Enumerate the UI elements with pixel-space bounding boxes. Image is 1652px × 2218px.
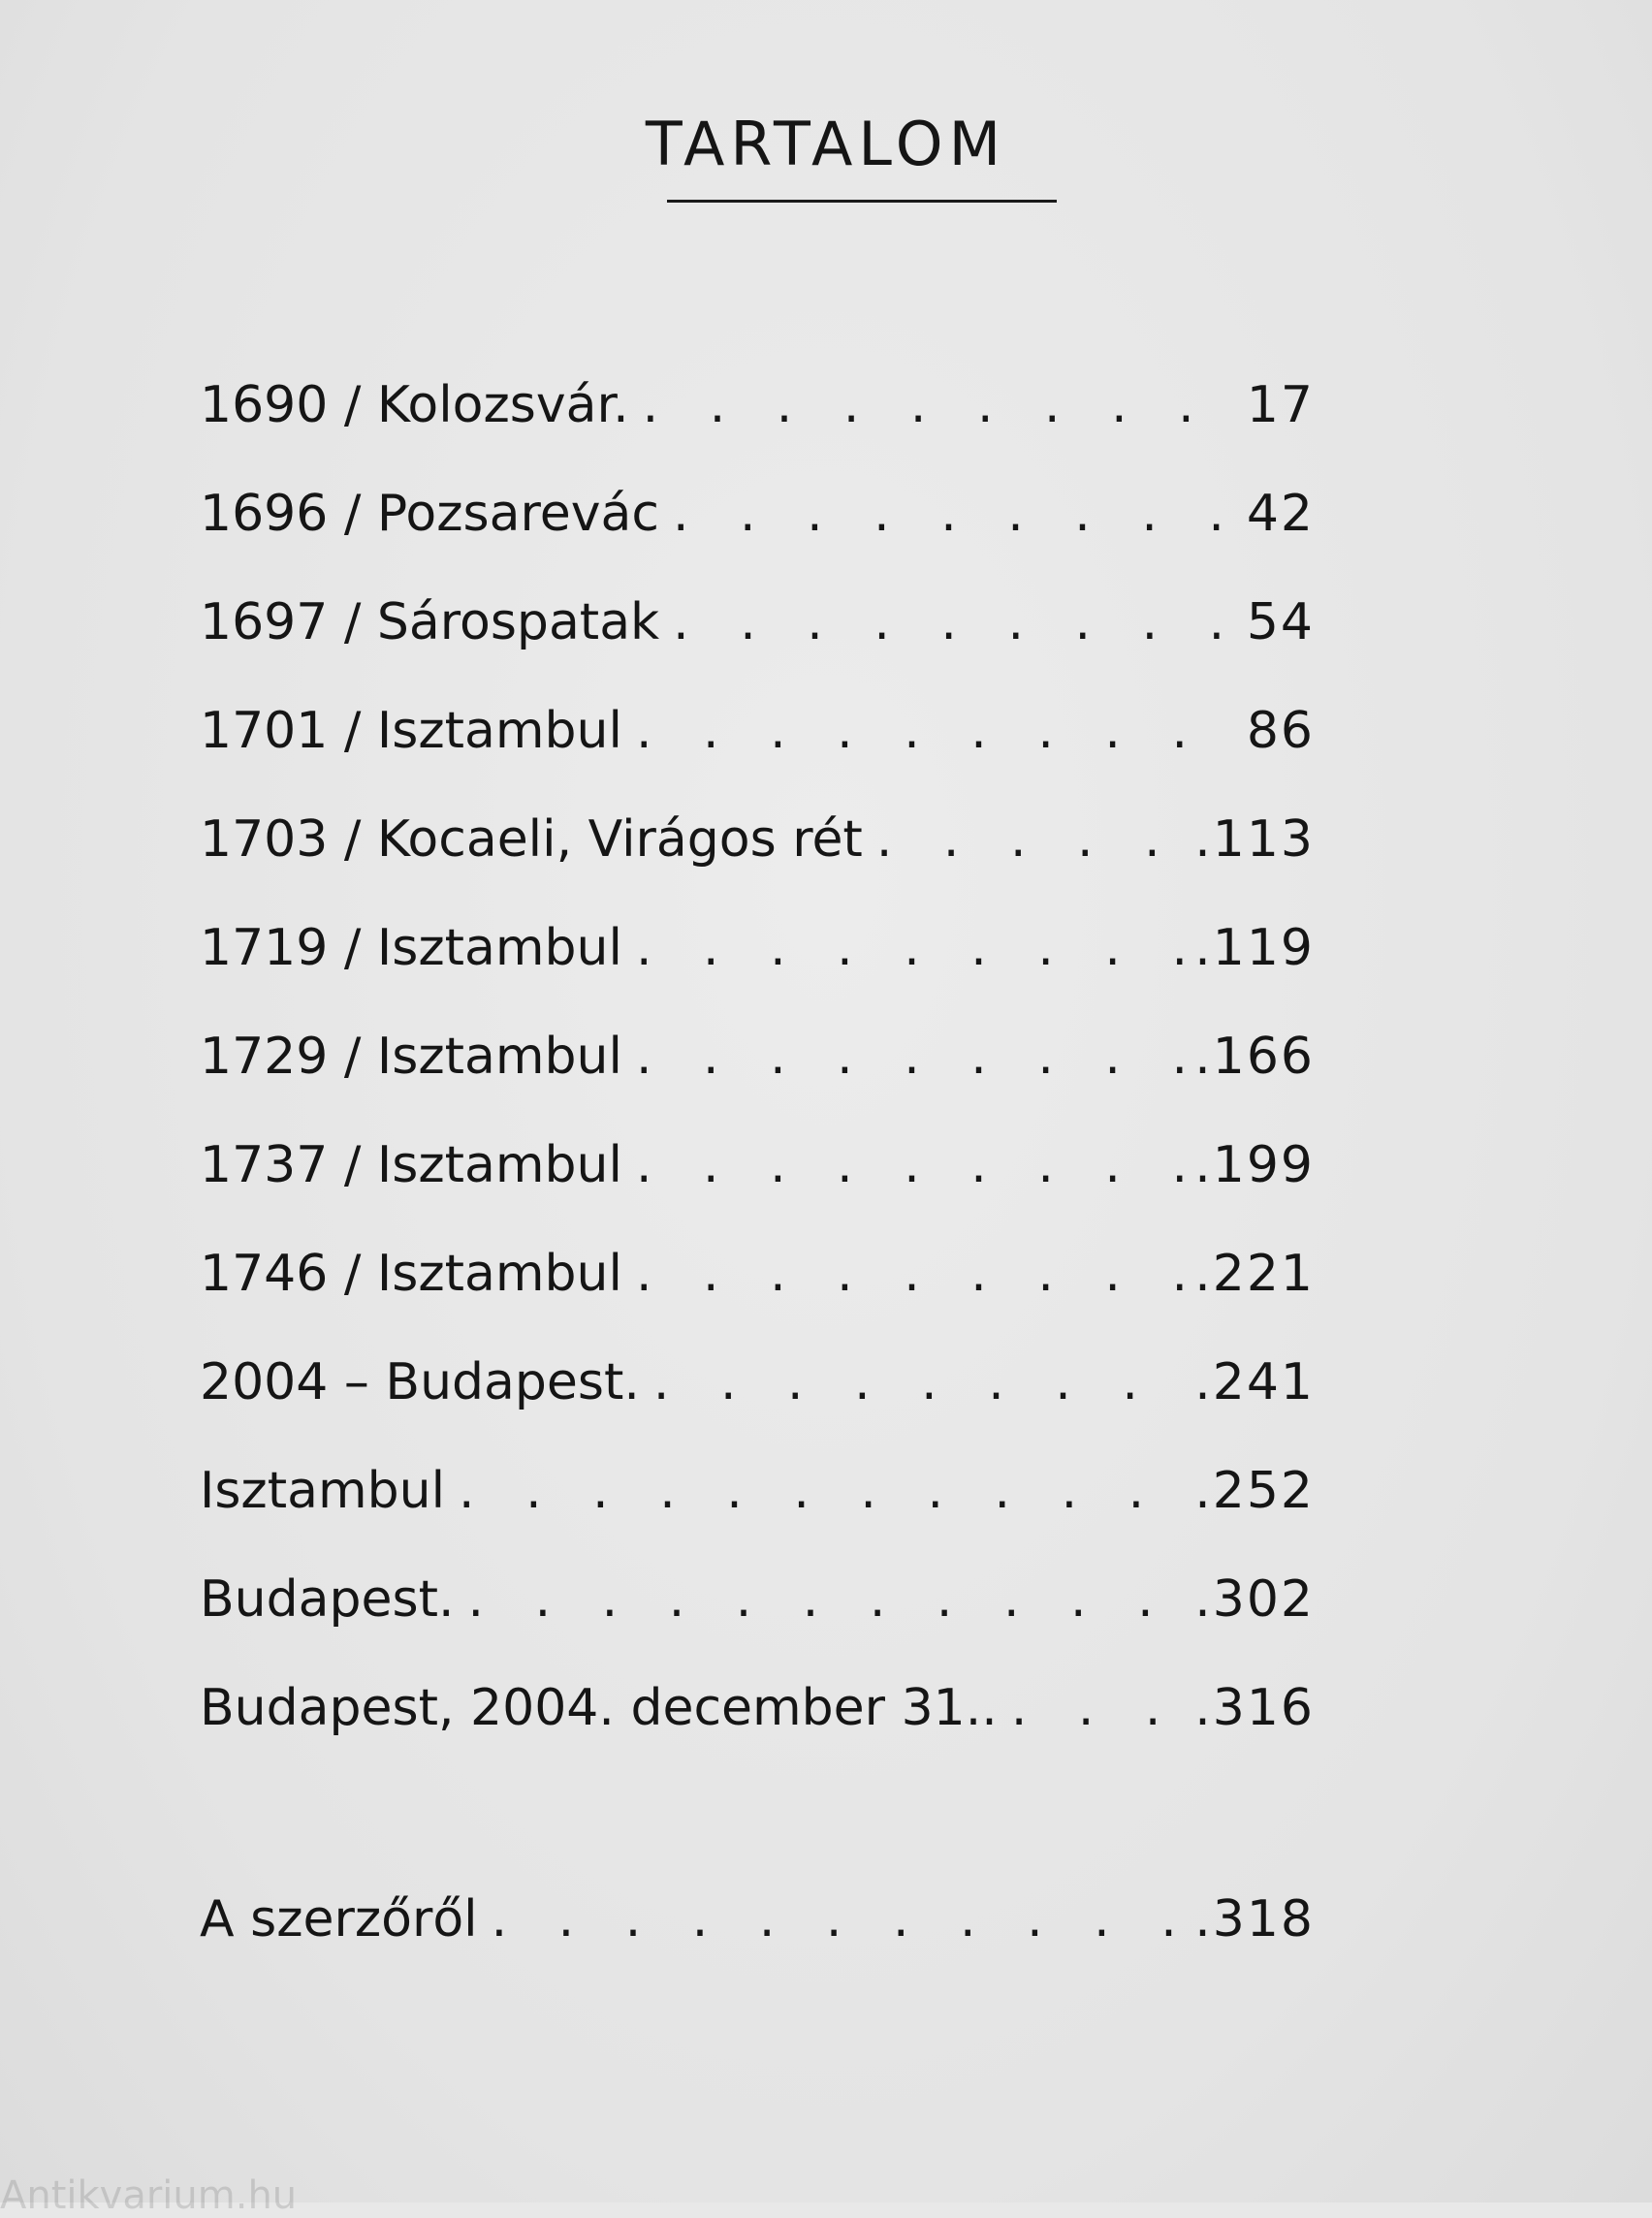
toc-entry-page: .113: [1194, 810, 1315, 869]
toc-entry-appendix: [200, 1865, 1315, 1974]
toc-entry-page: .302: [1194, 1570, 1315, 1629]
dot-leader: [636, 1031, 1191, 1082]
dot-leader: [636, 923, 1191, 973]
toc-entry-page: .316: [1194, 1679, 1315, 1737]
toc-entry-label: Budapest.: [200, 1570, 455, 1629]
toc-entry-label: 1696 / Pozsarevác: [200, 485, 659, 543]
toc-entry: [200, 1111, 1315, 1220]
toc-entry: [200, 1220, 1315, 1328]
toc-entry-page: .318: [1194, 1890, 1315, 1949]
dot-leader: [643, 380, 1243, 430]
toc-entry: [200, 351, 1315, 459]
toc-entry: [200, 785, 1315, 894]
toc-entry-label: 1737 / Isztambul: [200, 1136, 622, 1194]
toc-entry: [200, 1437, 1315, 1545]
toc-entry-page: .199: [1194, 1136, 1315, 1194]
toc-entry: [200, 677, 1315, 785]
toc-entry: [200, 1654, 1315, 1762]
dot-leader: [673, 489, 1243, 539]
toc-entry-label: A szerzőről: [200, 1890, 478, 1949]
toc-entry-page: .252: [1194, 1462, 1315, 1520]
dot-leader: [636, 1140, 1191, 1190]
title-underline: [667, 200, 1057, 203]
dot-leader: [636, 706, 1243, 756]
toc-entry-page: .119: [1194, 919, 1315, 977]
page-title: TARTALOM: [645, 109, 1007, 179]
toc-entry-page: 17: [1246, 376, 1315, 434]
toc-entry-label: 1703 / Kocaeli, Virágos rét: [200, 810, 863, 869]
toc-entry-page: .166: [1194, 1028, 1315, 1086]
toc-entry-label: 1746 / Isztambul: [200, 1245, 622, 1303]
toc-entry-label: 1729 / Isztambul: [200, 1028, 622, 1086]
toc-entry-label: 1719 / Isztambul: [200, 919, 622, 977]
dot-leader: [468, 1574, 1191, 1625]
toc-entry-label: 1697 / Sárospatak: [200, 593, 660, 651]
toc-entry-label: 2004 – Budapest.: [200, 1353, 640, 1411]
dot-leader: [1011, 1683, 1191, 1733]
dot-leader: [459, 1466, 1191, 1516]
toc-entry: [200, 568, 1315, 677]
toc-entry-label: 1690 / Kolozsvár.: [200, 376, 629, 434]
dot-leader: [492, 1894, 1191, 1945]
toc-entry: [200, 1545, 1315, 1654]
toc-entry: [200, 459, 1315, 568]
dot-leader: [653, 1357, 1191, 1408]
toc-entry-label: Budapest, 2004. december 31..: [200, 1679, 998, 1737]
dot-leader: [673, 597, 1243, 648]
watermark: Antikvarium.hu: [0, 2173, 298, 2218]
toc-entry-page: 86: [1246, 702, 1315, 760]
table-of-contents: [200, 351, 1315, 1974]
dot-leader: [636, 1249, 1191, 1299]
toc-entry-label: Isztambul: [200, 1462, 446, 1520]
dot-leader: [876, 814, 1191, 865]
toc-entry: [200, 1002, 1315, 1111]
toc-entry-page: .221: [1194, 1245, 1315, 1303]
toc-entry-page: .241: [1194, 1353, 1315, 1411]
toc-entry: [200, 1328, 1315, 1437]
toc-entry-page: 54: [1246, 593, 1315, 651]
toc-entry-label: 1701 / Isztambul: [200, 702, 622, 760]
toc-entry-page: 42: [1246, 485, 1315, 543]
toc-entry: [200, 894, 1315, 1002]
